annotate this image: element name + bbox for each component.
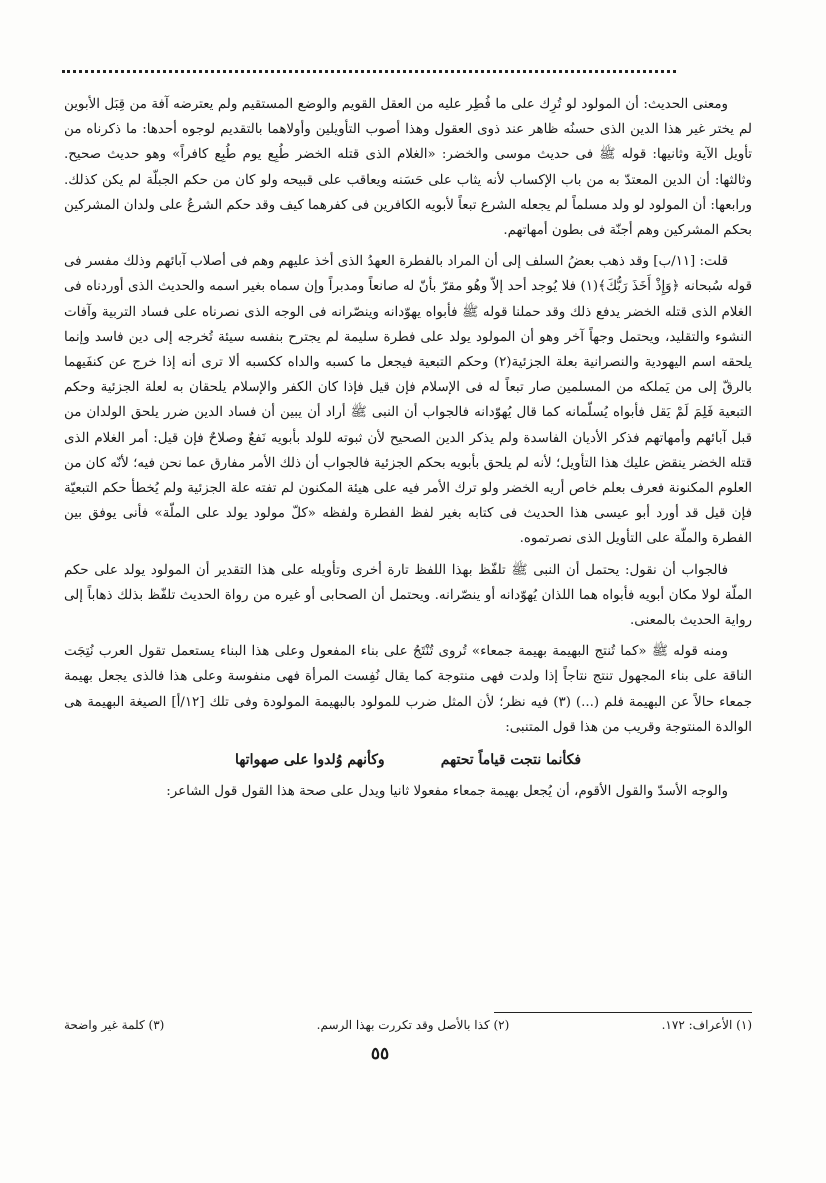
footnote-separator [494,1012,752,1013]
paragraph-2: قلت: [١١/ب] وقد ذهب بعضُ السلف إلى أن المراد بالفطرة العهدُ الذى أخذ عليهم وهم فى أصلاب آبائهم وذلك مفسر فى قوله سُبحانه ﴿وَإِذْ أَخَذَ رَبُّكَ﴾(١) فلا يُوجد أحد إلاّ وهُو مقرّ بأنّ له صانعاً ومدبراً وإن سماه بغير اسمه والحديث الذى أوردناه فى الغلام الذى قتله الخضر يدفع ذلك وقد حملنا قوله ﷺ فأبواه يهوّدانه وينصّرانه فى الوجه الذى نصرناه على فساد التربية وآفات النشوء والتقليد، ويحتمل وجهاً آخر وهو أن المولود يولد على فطرة سليمة لم يجترح بنفسه سيئة تُخرجه إلى دين فاسد وإنما يلحقه اسم اليهودية والنصرانية بعلة الجزئية(٢) وحكم التبعية فيجعل ما كسبه والداه ككسبه ألا ترى أنه إذا خرج عن كنفَيهما بالرقّ إلى من يَملكه من المسلمين صار تبعاً له فى الإسلام فإن قيل فإذا كان الكفر والإسلام يلحقان به لعلة الجزئية وحكم التبعية فَلِمَ لَمْ يَقل فأبواه يُسلّمانه كما قال يُهوّدانه فالجواب أن النبى ﷺ أراد أن يبين أن فساد الدين ضرر يلحق الولدان من قبل آبائهم وأمهاتهم فذكر الأديان الفاسدة ولم يذكر الدين الصحيح لأن ثبوته للولد بأبويه نَفعٌ وصلاحٌ فإن قيل: أمر الغلام الذى قتله الخضر ينقض عليك هذا التأويل؛ لأنه لم يلحق بأبويه بحكم الجزئية فالجواب أن ذلك الأمر مفارق عما نحن فيه؛ لأنّه كان من العلوم المكنونة فعرف بعلم خاص أريه الخضر ولو ترك الأمر فيه على هيئة المكنون لم تفته علة الجزئية ولم يُخطأ حكم التبعيّة فإن قيل قد أورد أبو عيسى هذا الحديث فى كتابه بغير لفظ الفطرة ولفظه «كلّ مولود يولد على الملّة» فأنى يوفق بين الفطرة والملّة على التأويل الذى نصرتموه. [64,254,752,547]
verse-hemistich-1: فكأنما نتجت قياماً تحتهم [440,752,582,769]
verse-hemistich-2: وكأنهم وُلدوا على صهواتها [234,752,385,769]
footnote-2: (٢) كذا بالأصل وقد تكررت بهذا الرسم. [316,1018,510,1032]
top-dotted-rule [62,70,676,73]
main-text [64,92,752,810]
poetry-verse [64,748,752,773]
footnotes [64,1018,752,1032]
paragraph-3: فالجواب أن نقول: يحتمل أن النبى ﷺ تلفّظ بهذا اللفظ تارة أخرى وتأويله على هذا التقدير أن المولود يولد على حكم الملّة لولا مكان أبويه فأبواه هما اللذان يُهوّدانه أو ينصّرانه. ويحتمل أن الصحابى أو غيره من رواة الحديث تلفّظ بذلك ذهاباً إلى رواية الحديث بالمعنى. [64,562,752,629]
footnote-3: (٣) كلمة غير واضحة [64,1018,165,1032]
paragraph-1: ومعنى الحديث: أن المولود لو تُرِك على ما فُطِر عليه من العقل القويم والوضع المستقيم ولم يعترضه آفة من قِبَل الأبوين لم يختر غير هذا الدين الذى حسنُه ظاهر عند ذوى العقول وهذا أصوب التأويلين وأولاهما بالتقديم لوجوه أحدها: ما ذكرناه من تأويل الآية وثانيها: قوله ﷺ فى حديث موسى والخضر: «الغلام الذى قتله الخضر طُبِع يوم طُبِع كافراً» وهو حديث صحيح. وثالثها: أن الدين المعتدّ به من باب الإكساب لأنه يثاب على حَسَنه ويعاقب على قبيحه ولو كان من حكم الجبلّة لم يكن كذلك. ورابعها: أن المولود لو ولد مسلماً لم يجعله الشرع تبعاً لأبويه الكافرين فى كفرهما كيف وقد حكم الشرعُ على ولدان المشركين بحكم المشركين وهم أجنّة فى بطون أمهاتهم. [64,97,752,239]
footnote-1: (١) الأعراف: ١٧٢. [661,1018,752,1032]
paragraph-4: ومنه قوله ﷺ «كما تُنتج البهيمة بهيمة جمعاء» تُروى تُنْتَجُ على بناء المفعول وعلى هذا البناء يستعمل تقول العرب نُتِجَت الناقة على بناء المجهول تنتج نتاجاً إذا ولدت فهى منتوجة كما يقال نُفِست المرأة فهى منفوسة وعلى هذا فالذى يجعل بهيمة جمعاء حالاً عن البهيمة فلم (...) (٣) فيه نظر؛ لأن المثل ضرب للمولود بالبهيمة المولودة وفى تلك [١٢/أ] الصيغة البهيمة هى الوالدة المنتوجة وقريب من هذا قول المتنبى: [64,644,752,735]
page-number: ٥٥ [370,1044,390,1064]
paragraph-closing: والوجه الأسدّ والقول الأقوم، أن يُجعل بهيمة جمعاء مفعولا ثانيا ويدل على صحة هذا القول قول الشاعر: [166,784,728,800]
